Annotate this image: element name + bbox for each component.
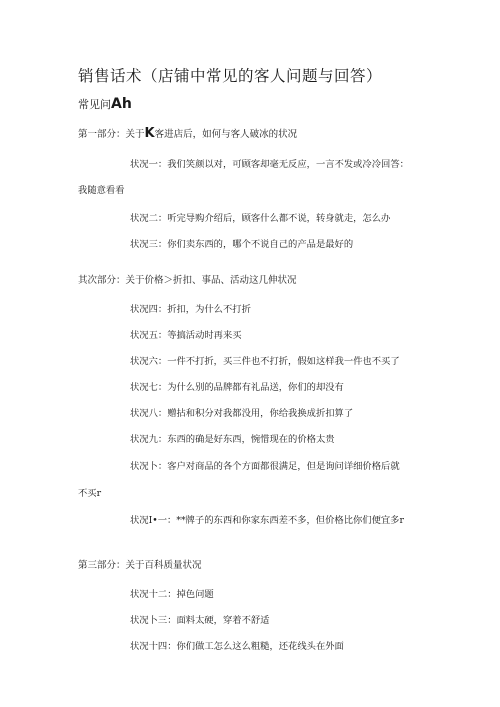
situation-3: 状况三：你们卖东西的，哪个不说自己的产品是最好的	[130, 239, 354, 250]
subheading	[78, 96, 132, 112]
situation-6: 状况六：一件不打折，买三件也不打折，假如这样我一件也不买了	[130, 356, 400, 367]
situation-13: 状况卜三：面料太硬，穿着不舒适	[130, 615, 270, 626]
section-3-heading: 第三部分：关于百科质量状况	[78, 560, 202, 571]
situation-14: 状况十四：你们做工怎么这么粗糙，还花线头在外面	[130, 641, 344, 652]
subheading-text: 常见问	[78, 98, 111, 111]
situation-11: 状况I•一：**牌子的东西和你家东西差不多，但价格比你们便宜多r	[130, 515, 404, 526]
situation-1: 状况一：我们笑颜以对，可顾客却毫无反应，一言不发或冷冷回答：	[130, 159, 409, 170]
situation-12: 状况十二：掉色问题	[130, 589, 214, 600]
situation-10: 状况卜：客户对商品的各个方面都很满足，但是询问详细价格后就	[130, 461, 400, 472]
section-1-heading-big: K	[144, 126, 155, 141]
situation-7: 状况七：为什么别的品牌都有礼品送，你们的却没有	[130, 382, 344, 393]
section-1-heading-prefix: 第一部分：关于	[78, 129, 145, 140]
situation-9: 状况九：东西的确是好东西，惋惜现在的价格太贵	[130, 434, 335, 445]
subheading-big-text: Ah	[111, 96, 132, 112]
situation-1-continuation: 我随意看看	[78, 185, 125, 196]
document-title: 销售话术（店铺中常见的客人问题与回答）	[78, 67, 383, 85]
situation-2: 状况二：听完导购介绍后，顾客什么都不说，转身就走，怎么办	[130, 213, 391, 224]
situation-5: 状况五：等搞活动时再来买	[130, 330, 242, 341]
section-1-heading-suffix: 客进店后，如何与客人破冰的状况	[154, 129, 298, 140]
section-1-heading	[78, 126, 297, 141]
section-2-heading: 其次部分：关于价格＞折扣、事品、活动这几伸状况	[78, 275, 297, 286]
situation-8: 状况八：赠拈和积分对我都没用，你给我换成折扣算了	[130, 408, 354, 419]
situation-10-continuation: 不买r	[78, 488, 102, 499]
situation-4: 状况四：折扣，为什么不打折	[130, 304, 251, 315]
